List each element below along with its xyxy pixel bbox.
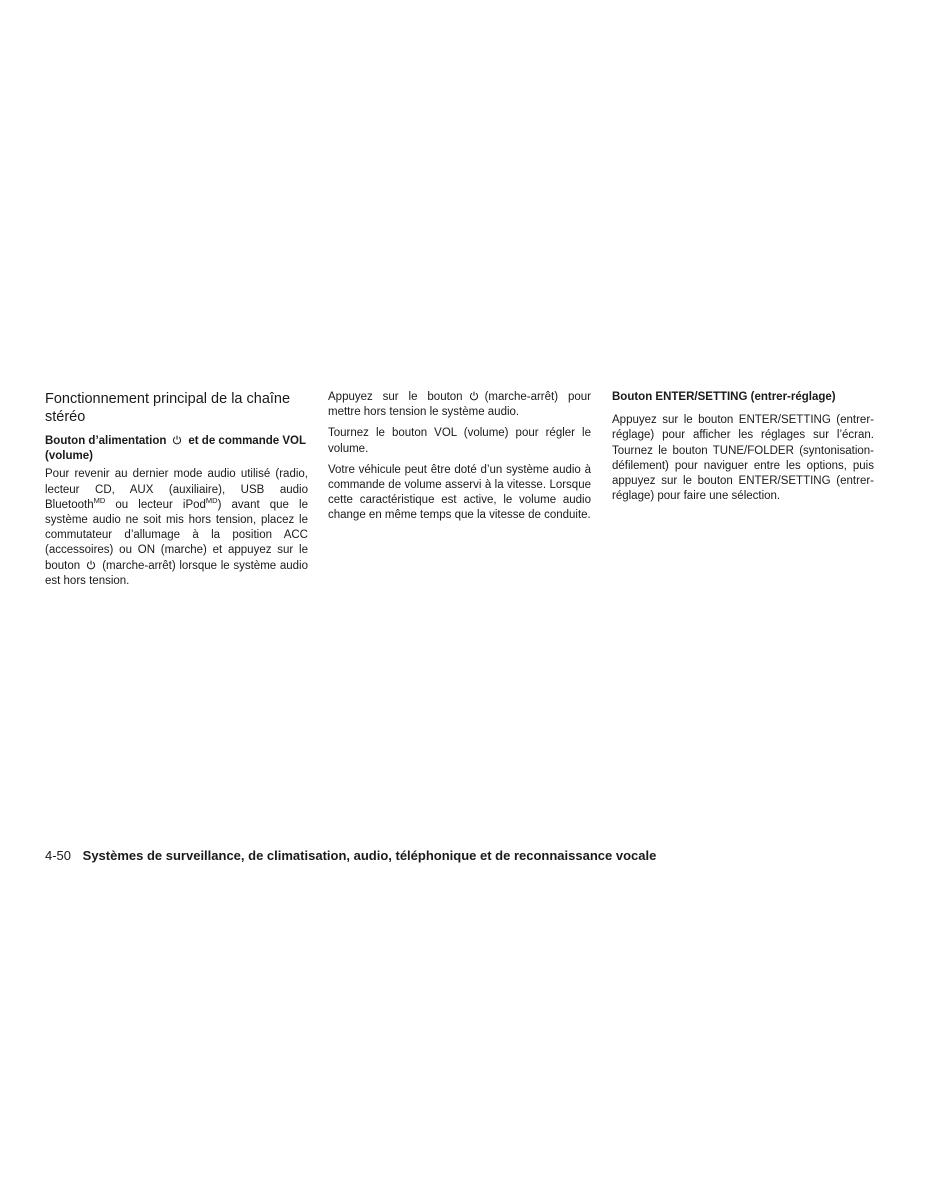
text-power-off-2: (marche-arrêt) pour mettre hors tension le système audio. (328, 391, 591, 419)
paragraph-enter-setting: Appuyez sur le bouton ENTER/SETTING (entrer-réglage) pour afficher les réglages sur l’écran. Tournez le bouton TUNE/FOLDER (syntonisation-défilement) pour naviguer entre les options, puis appuyez sur le bouton ENTER/SETTING (entrer-réglage) pour faire une sélection. (612, 414, 874, 503)
page-number: 4-50 (45, 848, 72, 863)
paragraph-volume: Tournez le bouton VOL (volume) pour régler le volume. (328, 427, 591, 455)
power-icon (469, 391, 479, 401)
column-left (45, 390, 308, 595)
power-icon (172, 435, 182, 445)
text-resume-2: ou lecteur iPod (105, 498, 206, 511)
page-footer (45, 848, 656, 864)
trademark-md: MD (93, 495, 106, 505)
section-title: Fonctionnement principal de la chaîne stéréo (45, 391, 291, 425)
column-right (612, 390, 874, 510)
power-icon (86, 560, 96, 570)
paragraph-speed-volume: Votre véhicule peut être doté d’un système audio à commande de volume asservi à la vitesse. Lorsque cette caractéristique est active, le volume audio change en même temps que la vitesse de conduite. (328, 463, 591, 522)
subhead-power-label: Bouton d’alimentation (45, 435, 167, 447)
column-middle (328, 390, 591, 530)
subhead-enter-setting: Bouton ENTER/SETTING (entrer-réglage) (612, 391, 836, 403)
paragraph-resume-audio (45, 467, 308, 589)
subhead-vol-label: et de commande VOL (volume) (45, 435, 306, 463)
paragraph-power-off (328, 390, 591, 420)
trademark-md: MD (205, 495, 218, 505)
text-resume-3: ) avant que le système audio ne soit mis hors tension, placez le commutateur d’allumage à la position ACC (accessoires) ou ON (marche) et appuyez sur le bouton (45, 498, 308, 572)
chapter-title: Systèmes de surveillance, de climatisation, audio, téléphonique et de reconnaissance vocale (82, 848, 657, 863)
text-resume-4: (marche-arrêt) lorsque le système audio est hors tension. (45, 559, 308, 587)
text-power-off-1: Appuyez sur le bouton (328, 391, 463, 403)
text-resume-1: Pour revenir au dernier mode audio utilisé (radio, lecteur CD, AUX (auxiliaire), USB audio Bluetooth (45, 468, 308, 511)
subhead-power-vol (45, 434, 308, 464)
